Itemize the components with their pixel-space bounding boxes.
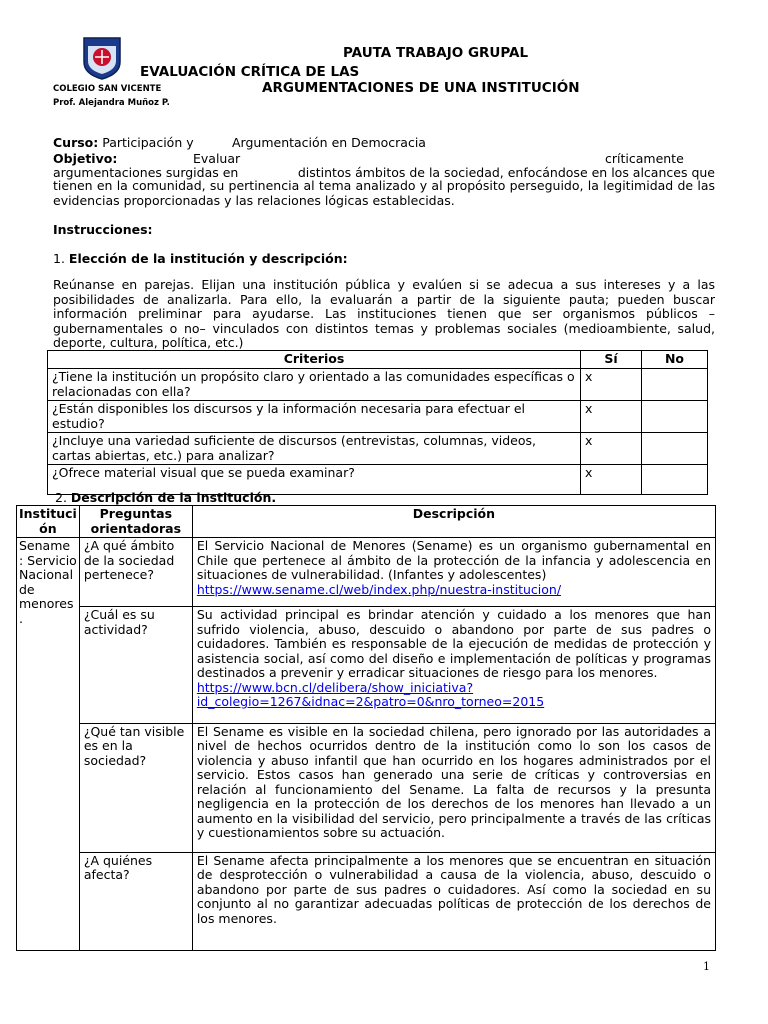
criterion-si: x (581, 433, 642, 465)
source-link[interactable]: https://www.sename.cl/web/index.php/nuestra-institucion/ (196, 581, 562, 597)
question-cell: ¿Cuál es su actividad? (79, 607, 192, 724)
institution-cell: Sename : Servicio Nacional de menores . (17, 538, 80, 951)
desc-row (17, 852, 716, 950)
criteria-row (48, 369, 708, 401)
school-logo (82, 36, 122, 80)
description-cell (192, 852, 715, 950)
description-table (16, 505, 716, 951)
page-number: 1 (703, 960, 710, 973)
criteria-header-row (48, 351, 708, 369)
description-cell (192, 538, 715, 607)
desc-header-row (17, 506, 716, 538)
criterion-si: x (581, 401, 642, 433)
criterion-si: x (581, 465, 642, 495)
description-text: El Servicio Nacional de Menores (Sename) es un organismo gubernamental en Chile que pertenece al ámbito de la protección de la infancia y adolescencia en situaciones de vulnerabilidad. (Infantes y adolescentes) (196, 538, 711, 582)
section-1-number: 1. (53, 251, 65, 266)
section-1-heading (53, 251, 348, 266)
question-cell: ¿A qué ámbito de la sociedad pertenece? (79, 538, 192, 607)
title-line-1: PAUTA TRABAJO GRUPAL (343, 45, 529, 61)
source-link-continued[interactable]: id_colegio=1267&idnac=2&patro=0&nro_torneo=2015 (196, 694, 545, 710)
criterion-text: ¿Incluye una variedad suficiente de discursos (entrevistas, columnas, videos, cartas abiertas, etc.) para analizar? (48, 433, 581, 465)
criteria-table (47, 350, 708, 495)
desc-row (17, 723, 716, 852)
si-header: Sí (581, 351, 642, 369)
criteria-row (48, 433, 708, 465)
course-line (53, 135, 194, 150)
section-2-number: 2. (55, 490, 67, 505)
criterion-no (642, 369, 708, 401)
description-header: Descripción (192, 506, 715, 538)
no-header: No (642, 351, 708, 369)
description-text: El Sename es visible en la sociedad chilena, pero ignorado por las autoridades a nivel de hechos ocurridos dentro de la institución como lo son los casos de violencia y abuso infantil que han ocurrido en los hogares administrados por el servicio. Estos casos han generado una serie de críticas y controversias en relación al funcionamiento del Sename. La falta de recursos y la presunta negligencia en la protección de los derechos de los menores han llevado a un aumento en la visibilidad del servicio, pero principalmente a través de las críticas y cuestionamientos sobre su actuación. (196, 723, 711, 841)
section-2-title: Descripción de la institución. (70, 490, 277, 505)
objective-word-1: Evaluar (193, 151, 241, 166)
criteria-row (48, 401, 708, 433)
institution-header: Instituci ón (17, 506, 80, 538)
objective-line-2b: distintos ámbitos de la sociedad, enfocándose en los alcances que (297, 165, 715, 180)
course-value-b: Argumentación en Democracia (232, 135, 426, 150)
source-link[interactable]: https://www.bcn.cl/delibera/show_iniciativa? (196, 679, 474, 695)
desc-row (17, 607, 716, 724)
question-cell: ¿A quiénes afecta? (79, 852, 192, 950)
description-text: Su actividad principal es brindar atención y cuidado a los menores que han sufrido violencia, abuso, descuido o abandono por parte de sus padres o cuidadores. También es responsable de la ejecución de medidas de protección y asistencia social, así como del diseño e implementación de políticas y programas destinados a prevenir y erradicar situaciones de riesgo para los menores. (196, 607, 711, 681)
school-name: COLEGIO SAN VICENTE (53, 84, 162, 94)
objective-label: Objetivo: (53, 151, 118, 166)
title-line-2: EVALUACIÓN CRÍTICA DE LAS (140, 64, 360, 80)
criterion-text: ¿Están disponibles los discursos y la información necesaria para efectuar el estudio? (48, 401, 581, 433)
instructions-label: Instrucciones: (53, 222, 153, 237)
objective-word-2: críticamente (605, 151, 684, 166)
description-cell (192, 607, 715, 724)
desc-row (17, 538, 716, 607)
teacher-name: Prof. Alejandra Muñoz P. (53, 98, 170, 108)
section-1-title: Elección de la institución y descripción: (68, 251, 348, 266)
criterion-no (642, 401, 708, 433)
course-value-a: Participación y (102, 135, 194, 150)
questions-header: Preguntas orientadoras (79, 506, 192, 538)
description-cell (192, 723, 715, 852)
section-2-heading (55, 490, 276, 505)
criteria-header: Criterios (48, 351, 581, 369)
criterion-si: x (581, 369, 642, 401)
question-cell: ¿Qué tan visible es en la sociedad? (79, 723, 192, 852)
objective-line-2a: argumentaciones surgidas en (53, 165, 239, 180)
title-line-3: ARGUMENTACIONES DE UNA INSTITUCIÓN (262, 80, 580, 96)
objective-rest: tienen en la comunidad, su pertinencia al tema analizado y al propósito perseguido, la legitimidad de las evidencias proporcionadas y las relaciones lógicas establecidas. (53, 178, 715, 208)
criterion-text: ¿Tiene la institución un propósito claro y orientado a las comunidades específicas o relacionadas con ella? (48, 369, 581, 401)
course-label: Curso: (53, 135, 99, 150)
criterion-no (642, 433, 708, 465)
criterion-text: ¿Ofrece material visual que se pueda examinar? (48, 465, 581, 495)
section-1-text: Reúnanse en parejas. Elijan una institución pública y evalúen si se adecua a sus intereses y a las posibilidades de analizarla. Para ello, la evaluarán a partir de la siguiente pauta; pueden buscar información preliminar para ayudarse. Las instituciones tienen que ser organismos públicos – gubernamentales o no– vinculados con distintos temas y problemas sociales (medioambiente, salud, deporte, cultura, política, etc.) (53, 277, 715, 350)
criterion-no (642, 465, 708, 495)
description-text: El Sename afecta principalmente a los menores que se encuentran en situación de desprotección o vulnerabilidad a causa de la violencia, abuso, descuido o abandono por parte de sus padres o cuidadores. Así como la sociedad en su conjunto al no garantizar adecuadas políticas de protección de los derechos de los menores. (196, 852, 711, 926)
